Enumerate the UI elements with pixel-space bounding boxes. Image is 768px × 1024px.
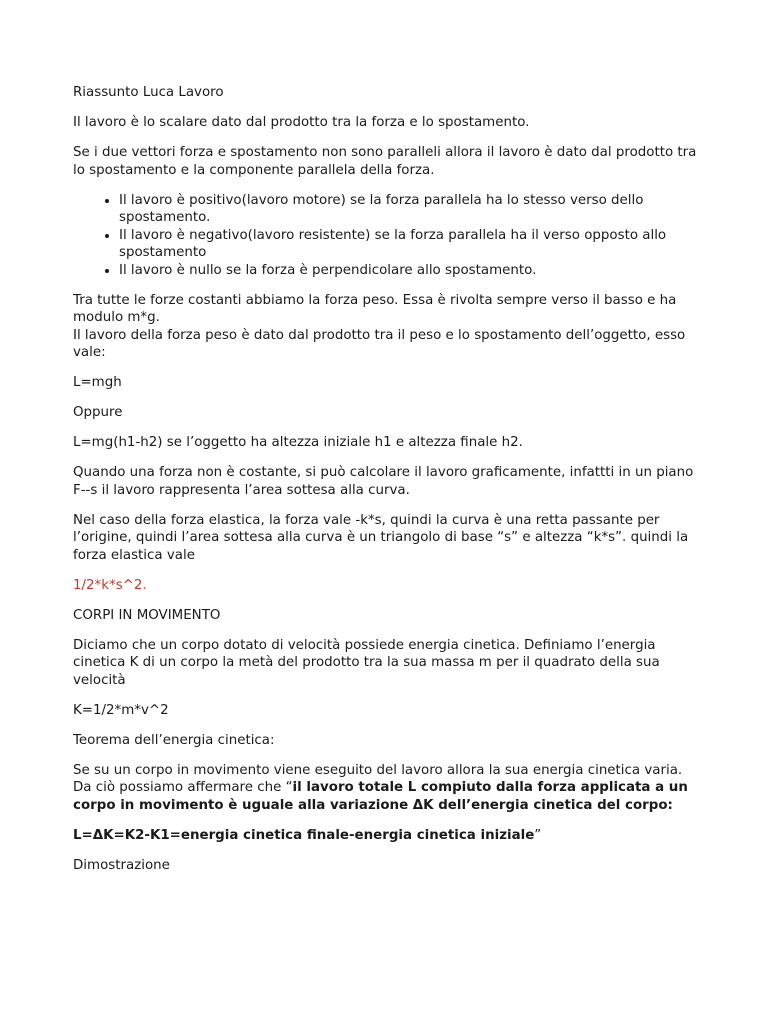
formula-elastic-work: 1/2*k*s^2. xyxy=(73,577,147,593)
section-heading-corpi: CORPI IN MOVIMENTO xyxy=(73,607,221,623)
theorem-intro: Se su un corpo in movimento viene eseguito del lavoro allora la sua energia cinetica varia. Da ciò possiamo affermare che “ xyxy=(73,762,683,795)
paragraph-graphical-work: Quando una forza non è costante, si può calcolare il lavoro graficamente, infattti in un piano F--s il lavoro rappresenta l’area sottesa alla curva. xyxy=(73,465,694,498)
formula-kinetic-energy: K=1/2*m*v^2 xyxy=(73,702,169,718)
paragraph-weight-force xyxy=(73,292,698,362)
paragraph-definition: Il lavoro è lo scalare dato dal prodotto tra la forza e lo spostamento. xyxy=(73,115,530,130)
work-sign-list xyxy=(73,192,698,280)
theorem-formula: L=ΔK=K2-K1=energia cinetica finale-energia cinetica iniziale xyxy=(73,827,535,843)
list-item: • Il lavoro è negativo(lavoro resistente) se la forza parallela ha il verso opposto allo spostamento xyxy=(119,227,698,262)
dimostrazione-text: Dimostrazione xyxy=(73,857,170,873)
closing-quote: ” xyxy=(534,827,542,843)
theorem-heading: Teorema dell’energia cinetica: xyxy=(73,732,275,748)
formula-mgh: L=mgh xyxy=(73,375,122,390)
weight-force-intro: Tra tutte le forze costanti abbiamo la forza peso. Essa è rivolta sempre verso il basso e ha modulo m*g. xyxy=(73,292,677,325)
formula-height-difference: L=mg(h1-h2) se l’oggetto ha altezza iniziale h1 e altezza finale h2. xyxy=(73,435,523,450)
formula-theorem xyxy=(73,827,698,845)
document-title: Riassunto Luca Lavoro xyxy=(73,85,224,100)
list-item: • Il lavoro è positivo(lavoro motore) se la forza parallela ha lo stesso verso dello spostamento. xyxy=(119,192,698,227)
theorem-statement: il lavoro totale L compiuto dalla forza applicata a un corpo in movimento è uguale alla variazione ΔK dell’energia cinetica del corpo: xyxy=(73,780,688,813)
weight-force-work: Il lavoro della forza peso è dato dal prodotto tra il peso e lo spostamento dell’oggetto, esso vale: xyxy=(73,327,686,360)
paragraph-elastic-force: Nel caso della forza elastica, la forza vale -k*s, quindi la curva è una retta passante per l’origine, quindi l’area sottesa alla curva è un triangolo di base “s” e altezza “k*s”. quindi la forza elastica vale xyxy=(73,512,689,563)
paragraph-non-parallel: Se i due vettori forza e spostamento non sono paralleli allora il lavoro è dato dal prodotto tra lo spostamento e la componente parallela della forza. xyxy=(73,145,697,178)
paragraph-theorem xyxy=(73,762,698,815)
oppure-text: Oppure xyxy=(73,405,123,420)
list-item: • Il lavoro è nullo se la forza è perpendicolare allo spostamento. xyxy=(119,262,698,280)
paragraph-kinetic-energy: Diciamo che un corpo dotato di velocità possiede energia cinetica. Definiamo l’energia cinetica K di un corpo la metà del prodotto tra la sua massa m per il quadrato della sua velocità xyxy=(73,637,660,688)
